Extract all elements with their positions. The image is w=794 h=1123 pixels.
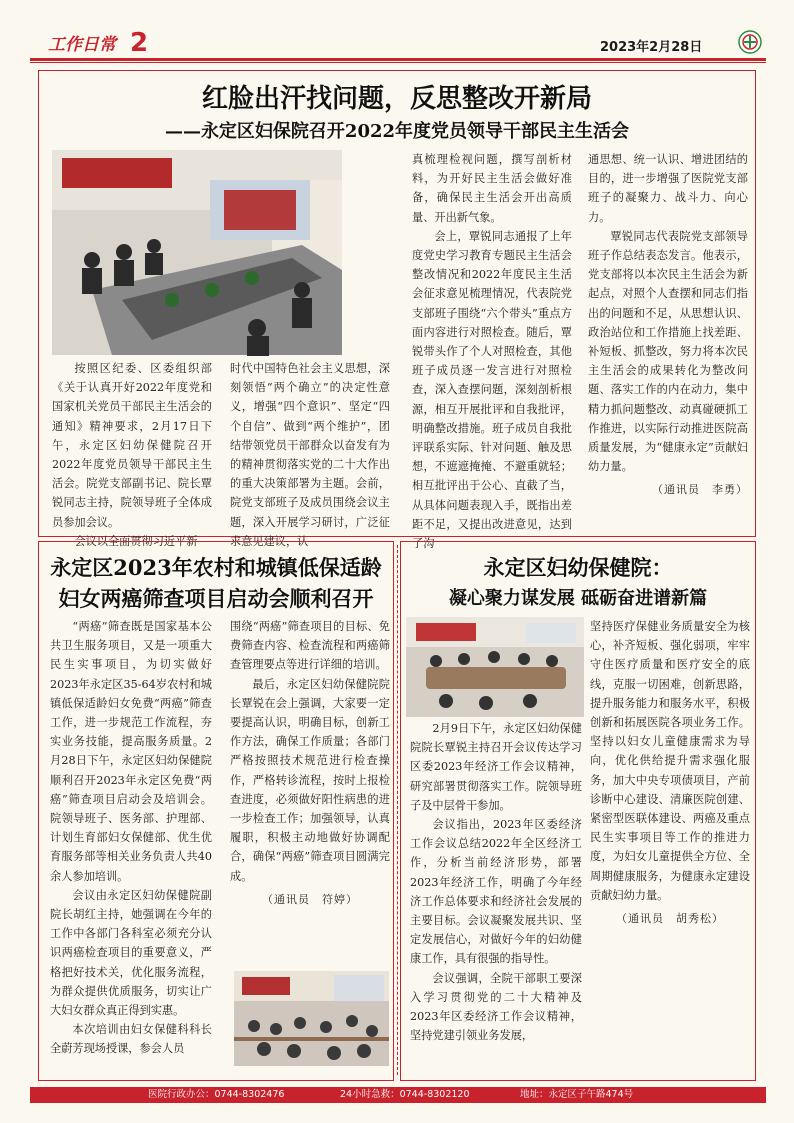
footer-address: 地址：永定区子午路474号 [520,1089,634,1100]
article-a-col3: 真梳理检视问题，撰写剖析材料，为开好民主生活会做好准备，确保民主生活会开出高质量、开出新气象。 会上，覃锐同志通报了上年度党史学习教育专题民主生活会整改情况和2022年度民主生活会征求意见梳理情况，代表院党支部班子围绕“六个带头”重点方面内容进行对照检查。随后，覃锐带头作了个人对照检查，其他班子成员逐一发言进行对照检查，深入查摆问题，深刻剖析根源，相互开展批评和自我批评，明确整改措施。班子成员自我批评联系实际、针对问题、触及思想，不遮遮掩掩、不避重就轻；相互批评出于公心、直截了当，从具体问题表现入手，既指出差距不足，又提出改进意见，达到了沟 [412,153,572,551]
article-b-col1: “两癌”筛查既是国家基本公共卫生服务项目，又是一项重大民生实事项目，为切实做好2023年永定区35-64岁农村和城镇低保适龄妇女免费“两癌”筛查工作，进一步规范工作流程，夯实业务技能，提高服务质量。2月28日下午，永定区妇幼保健院顺利召开2023年永定区免费“两癌”筛查项目启动会及培训会。院领导班子、医务部、护理部、计划生育部妇女保健部、优生优育服务部等相关业务负责人共40余人参加培训。 会议由永定区妇幼保健院副院长胡红主持，她强调在今年的工作中各部门各科室必须充分认识两癌检查项目的重要意义，严格把好技术关，优化服务流程，为群众提供优质服务，切实让广大妇女群众真正得到实惠。 本次培训由妇女保健科科长全蔚芳现场授课，参会人员 [50,620,212,1056]
hospital-logo-icon [738,30,762,54]
page-number: 2 [130,28,149,58]
article-b-col2: 围绕“两癌”筛查项目的目标、免费筛查内容、检查流程和两癌筛查管理要点等进行详细的培训。 最后，永定区妇幼保健院院长覃锐在会上强调，大家要一定要提高认识，明确目标，创新工作方法，确保工作质量；各部门严格按照技术规范进行检查操作，严格转诊流程，按时上报检查进度，必须做好阳性病患的进一步检查工作；加强领导，认真履职，积极主动地做好协调配合，确保“两癌”筛查项目圆满完成。 （通讯员 符婷） [230,617,390,967]
header-rule-thin [30,62,766,63]
article-b-title: 永定区2023年农村和城镇低保适龄 妇女两癌筛查项目启动会顺利召开 [50,555,382,611]
header-rule [30,58,766,61]
article-b-signature: （通讯员 符婷） [262,892,358,906]
article-a-col2: 时代中国特色社会主义思想，深刻领悟“两个确立”的决定性意义，增强“四个意识”、坚定“四个自信”、做到“两个维护”，团结带领党员干部群众以奋发有为的精神贯彻落实党的二十大作出的重大决策部署为主题。会前，院党支部班子及成员围绕会议主题，深入开展学习研讨，广泛征求意见建议，认 [230,362,390,548]
footer-hotline: 24小时急救：0744-8302120 [340,1089,470,1100]
meeting-photo [52,150,342,355]
footer-bar [30,1087,766,1103]
study-meeting-photo [406,617,584,717]
article-a-subtitle: ——永定区妇保院召开2022年度党员领导干部民主生活会 [164,121,630,142]
column-separator [397,545,398,1075]
publication-date: 2023年2月28日 [600,40,703,55]
article-a-col4: 通思想、统一认识、增进团结的目的，进一步增强了医院党支部班子的凝聚力、战斗力、向心力。 覃锐同志代表院党支部领导班子作总结表态发言。他表示，党支部将以本次民主生活会为新起点，对照个人查摆和同志们指出的问题和不足，从思想认识、政治站位和工作措施上找差距、补短板、抓整改，努力将本次民主生活会的成果转化为整改问题、落实工作的内在动力，集中精力抓问题整改、动真碰硬抓工作推进，以实际行动推进医院高质量发展，为“健康永定”贡献妇幼力量。 （通讯员 李勇） [588,150,748,532]
article-c-signature: （通讯员 胡秀松） [616,912,724,926]
training-photo [234,971,389,1066]
article-a-title: 红脸出汗找问题，反思整改开新局 [201,84,592,114]
article-a-signature: （通讯员 李勇） [652,483,748,497]
article-c-col1: 2月9日下午，永定区妇幼保健院院长覃锐主持召开会议传达学习区委2023年经济工作会议精神，研究部署贯彻落实工作。院领导班子及中层骨干参加。 会议指出，2023年区委经济工作会议总结2022年全区经济工作，分析当前经济形势，部署2023年经济工作，明确了今年经济工作总体要求和经济社会发展的主要目标。会议凝聚发展共识、坚定发展信心，对做好今年的妇幼健康工作，具有很强的指导性。 会议强调，全院干部职工要深入学习贯彻党的二十大精神及2023年区委经济工作会议精神，坚持党建引领业务发展， [410,722,582,1043]
article-a-col1: 按照区纪委、区委组织部《关于认真开好2022年度党和国家机关党员干部民主生活会的通知》精神要求，2月17日下午，永定区妇幼保健院召开2022年度党员领导干部民主生活会。院党支部副书记、院长覃锐同志主持，院领导班子全体成员参加会议。 会议以全面贯彻习近平新 [52,362,212,548]
column-name: 工作日常 [48,35,116,55]
article-c-col2: 坚持医疗保健业务质量安全为核心，补齐短板、强化弱项，牢牢守住医疗质量和医疗安全的底线，克服一切困难，创新思路，提升服务能力和服务水平，积极创新和拓展医院各项业务工作。坚持以妇女儿童健康需求为导向，优化供给提升需求强化服务，加大中央专项债项目，产前诊断中心建设、清廉医院创建、紧密型医联体建设、两癌及重点民生实事项目等工作的推进力度，为妇女儿童提供全方位、全周期健康服务，为健康永定建设贡献妇幼力量。 （通讯员 胡秀松） [590,617,750,917]
article-c-title: 永定区妇幼保健院： 凝心聚力谋发展 砥砺奋进谱新篇 [448,555,708,609]
footer-office-phone: 医院行政办公：0744-8302476 [148,1089,285,1100]
